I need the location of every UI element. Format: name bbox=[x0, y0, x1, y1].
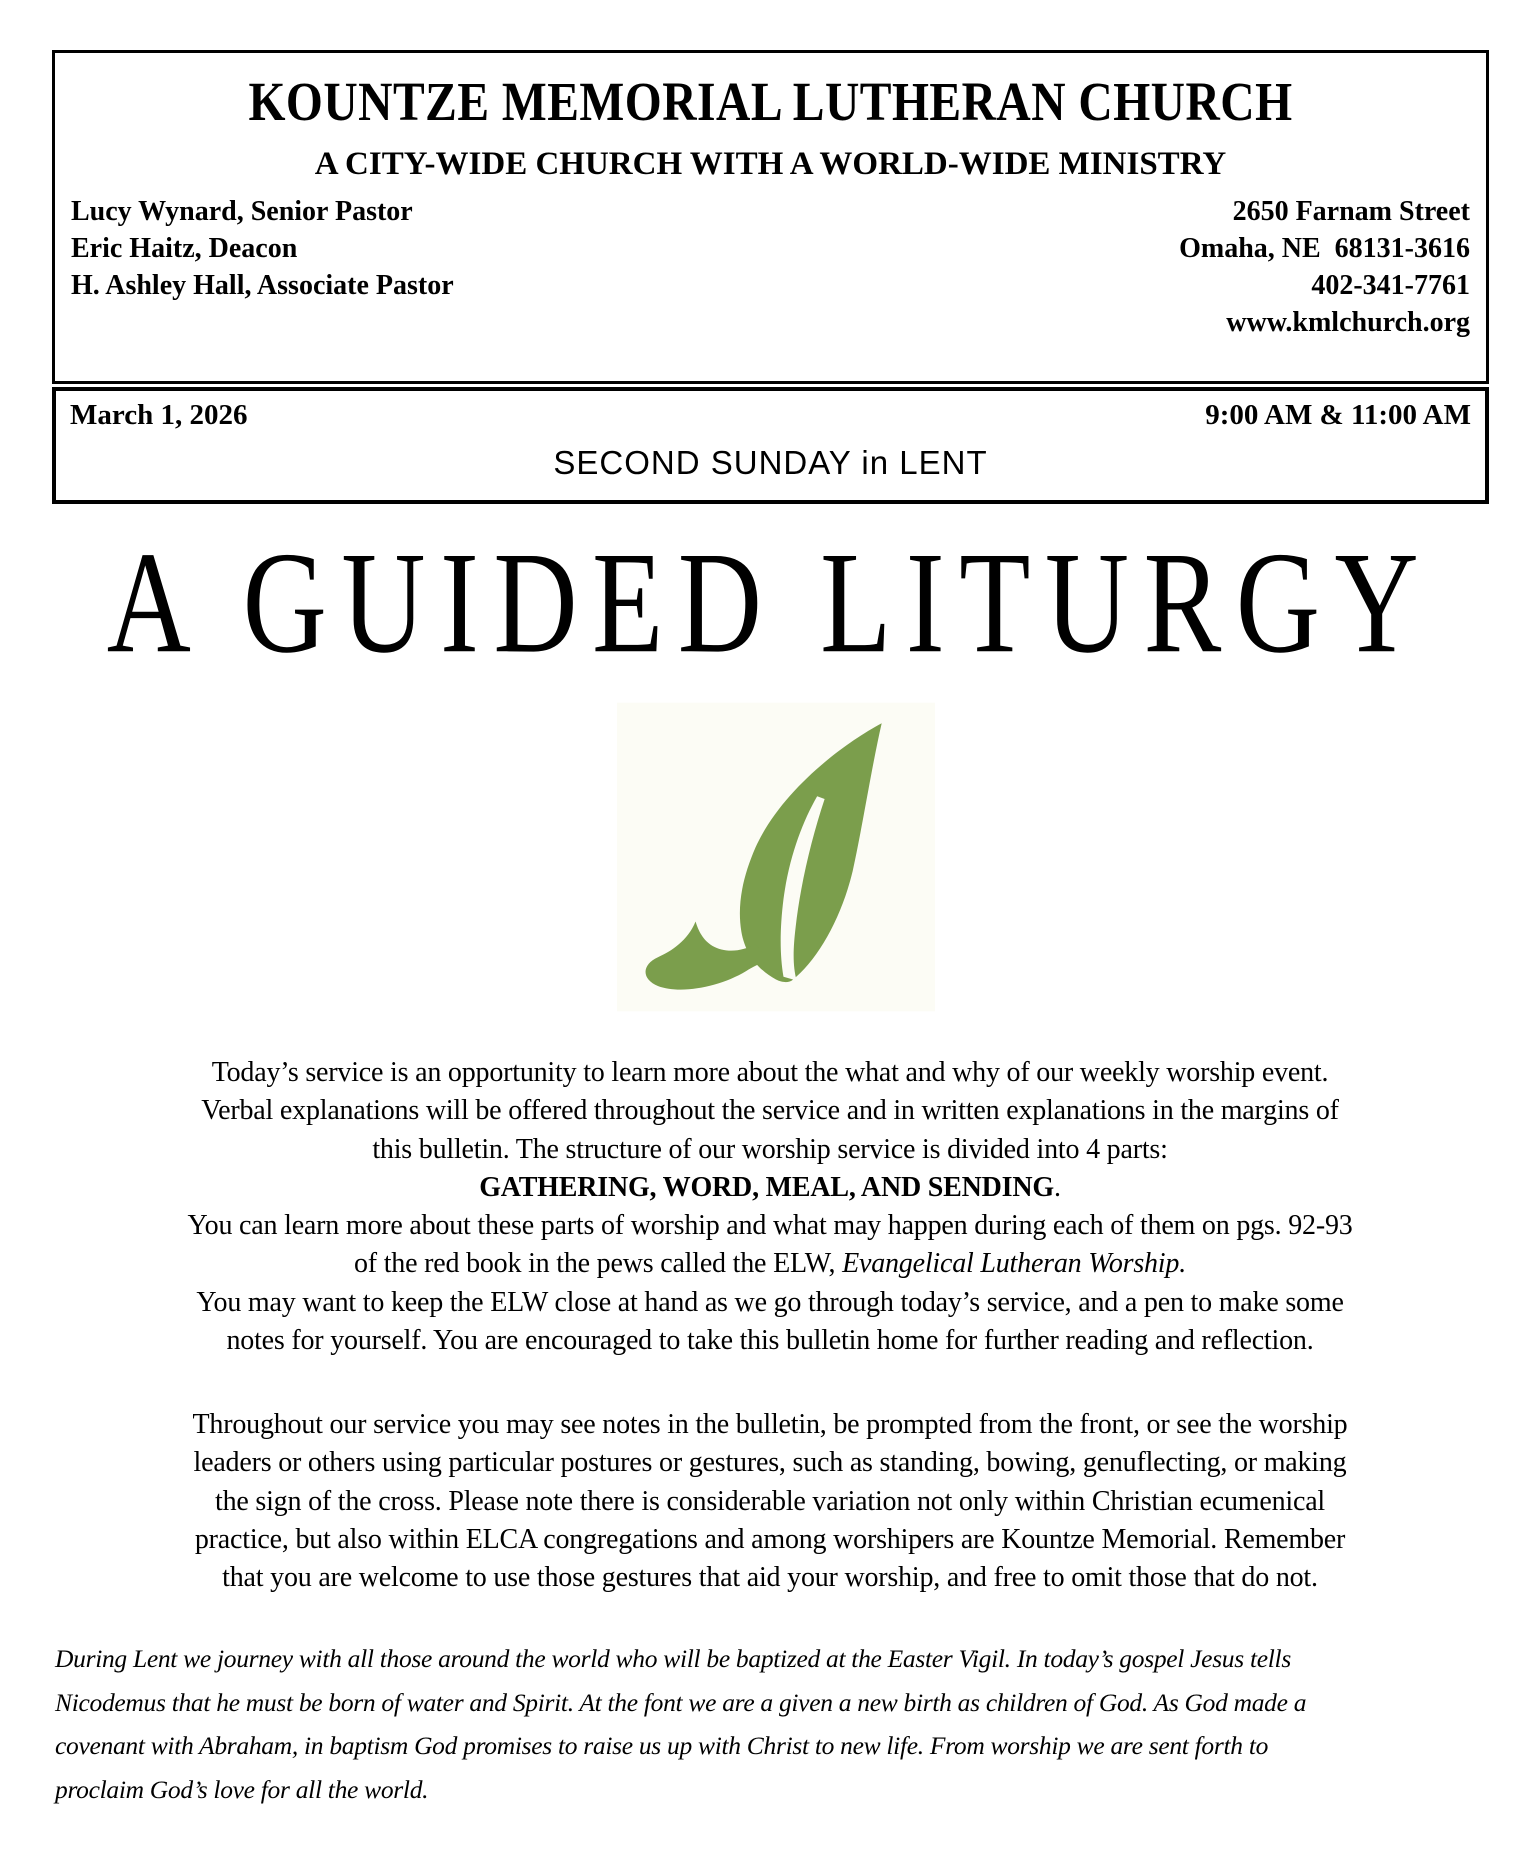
intro-paragraph bbox=[55, 1054, 1485, 1360]
leaf-logo-svg bbox=[617, 698, 935, 1016]
phone-number: 402-341-7761 bbox=[1311, 270, 1470, 301]
text-line: leaders or others using particular postures or gestures, such as standing, bowing, genuflecting, or making bbox=[193, 1447, 1347, 1479]
text-line bbox=[55, 1245, 1485, 1283]
gestures-paragraph bbox=[55, 1406, 1485, 1597]
text-line: Throughout our service you may see notes in the bulletin, be prompted from the front, or see the worship bbox=[192, 1409, 1348, 1440]
street-address: 2650 Farnam Street bbox=[1232, 196, 1470, 227]
service-times: 9:00 AM & 11:00 AM bbox=[1205, 399, 1471, 431]
staff-member: Eric Haitz, Deacon bbox=[71, 233, 298, 264]
text-line: Verbal explanations will be offered throughout the service and in written explanations in the margins of bbox=[201, 1095, 1339, 1127]
church-tagline: A CITY-WIDE CHURCH WITH A WORLD-WIDE MINISTRY bbox=[314, 146, 1227, 182]
text-line: Nicodemus that he must be born of water and Spirit. At the font we are a given a new birth as children of God. As God made a bbox=[55, 1687, 1307, 1717]
worship-parts-emphasis: GATHERING, WORD, MEAL, AND SENDING bbox=[479, 1171, 1054, 1203]
schedule-row bbox=[70, 399, 1471, 432]
text-line: the sign of the cross. Please note there is considerable variation not only within Christian ecumenical bbox=[215, 1485, 1325, 1517]
text-line: During Lent we journey with all those around the world who will be baptized at the Easter Vigil. In today’s gospel Jesus tells bbox=[55, 1644, 1291, 1673]
text-line: notes for yourself. You are encouraged to take this bulletin home for further reading and reflection. bbox=[226, 1325, 1314, 1357]
liturgical-day-title: SECOND SUNDAY in LENT bbox=[553, 444, 988, 481]
text-line: this bulletin. The structure of our worship service is divided into 4 parts: bbox=[372, 1133, 1168, 1165]
staff-member: Lucy Wynard, Senior Pastor bbox=[71, 196, 413, 227]
text-line: You may want to keep the ELW close at hand as we go through today’s service, and a pen to make some bbox=[196, 1286, 1344, 1318]
text-line: practice, but also within ELCA congregations and among worshipers are Kountze Memorial. Remember bbox=[194, 1523, 1346, 1555]
text-fragment: . bbox=[1053, 1171, 1061, 1203]
header-columns bbox=[71, 193, 1470, 341]
contact-info bbox=[1179, 193, 1470, 341]
schedule-box bbox=[52, 387, 1489, 504]
leaf-logo-icon bbox=[617, 698, 935, 1016]
church-name: KOUNTZE MEMORIAL LUTHERAN CHURCH bbox=[248, 70, 1293, 133]
city-state-zip: Omaha, NE 68131-3616 bbox=[1179, 233, 1470, 264]
header-box bbox=[52, 50, 1489, 384]
text-fragment: of the red book in the pews called the ELW, bbox=[354, 1248, 843, 1280]
text-line bbox=[55, 1169, 1485, 1207]
text-line: proclaim God’s love for all the world. bbox=[55, 1774, 429, 1804]
text-line: You can learn more about these parts of worship and what may happen during each of them on pgs. 92-93 bbox=[187, 1210, 1353, 1242]
page-title: A GUIDED LITURGY bbox=[106, 522, 1434, 684]
text-line: Today’s service is an opportunity to learn more about the what and why of our weekly worship event. bbox=[211, 1057, 1329, 1088]
staff-list bbox=[71, 193, 454, 341]
text-line: covenant with Abraham, in baptism God promises to raise us up with Christ to new life. From worship we are sent forth to bbox=[55, 1731, 1269, 1760]
book-title-italic: Evangelical Lutheran Worship. bbox=[842, 1248, 1186, 1280]
website-url: www.kmlchurch.org bbox=[1226, 307, 1470, 338]
lent-seasonal-note bbox=[55, 1637, 1495, 1811]
text-line: that you are welcome to use those gestures that aid your worship, and free to omit those that do not. bbox=[222, 1562, 1318, 1594]
service-date: March 1, 2026 bbox=[70, 399, 248, 431]
staff-member: H. Ashley Hall, Associate Pastor bbox=[71, 270, 454, 301]
